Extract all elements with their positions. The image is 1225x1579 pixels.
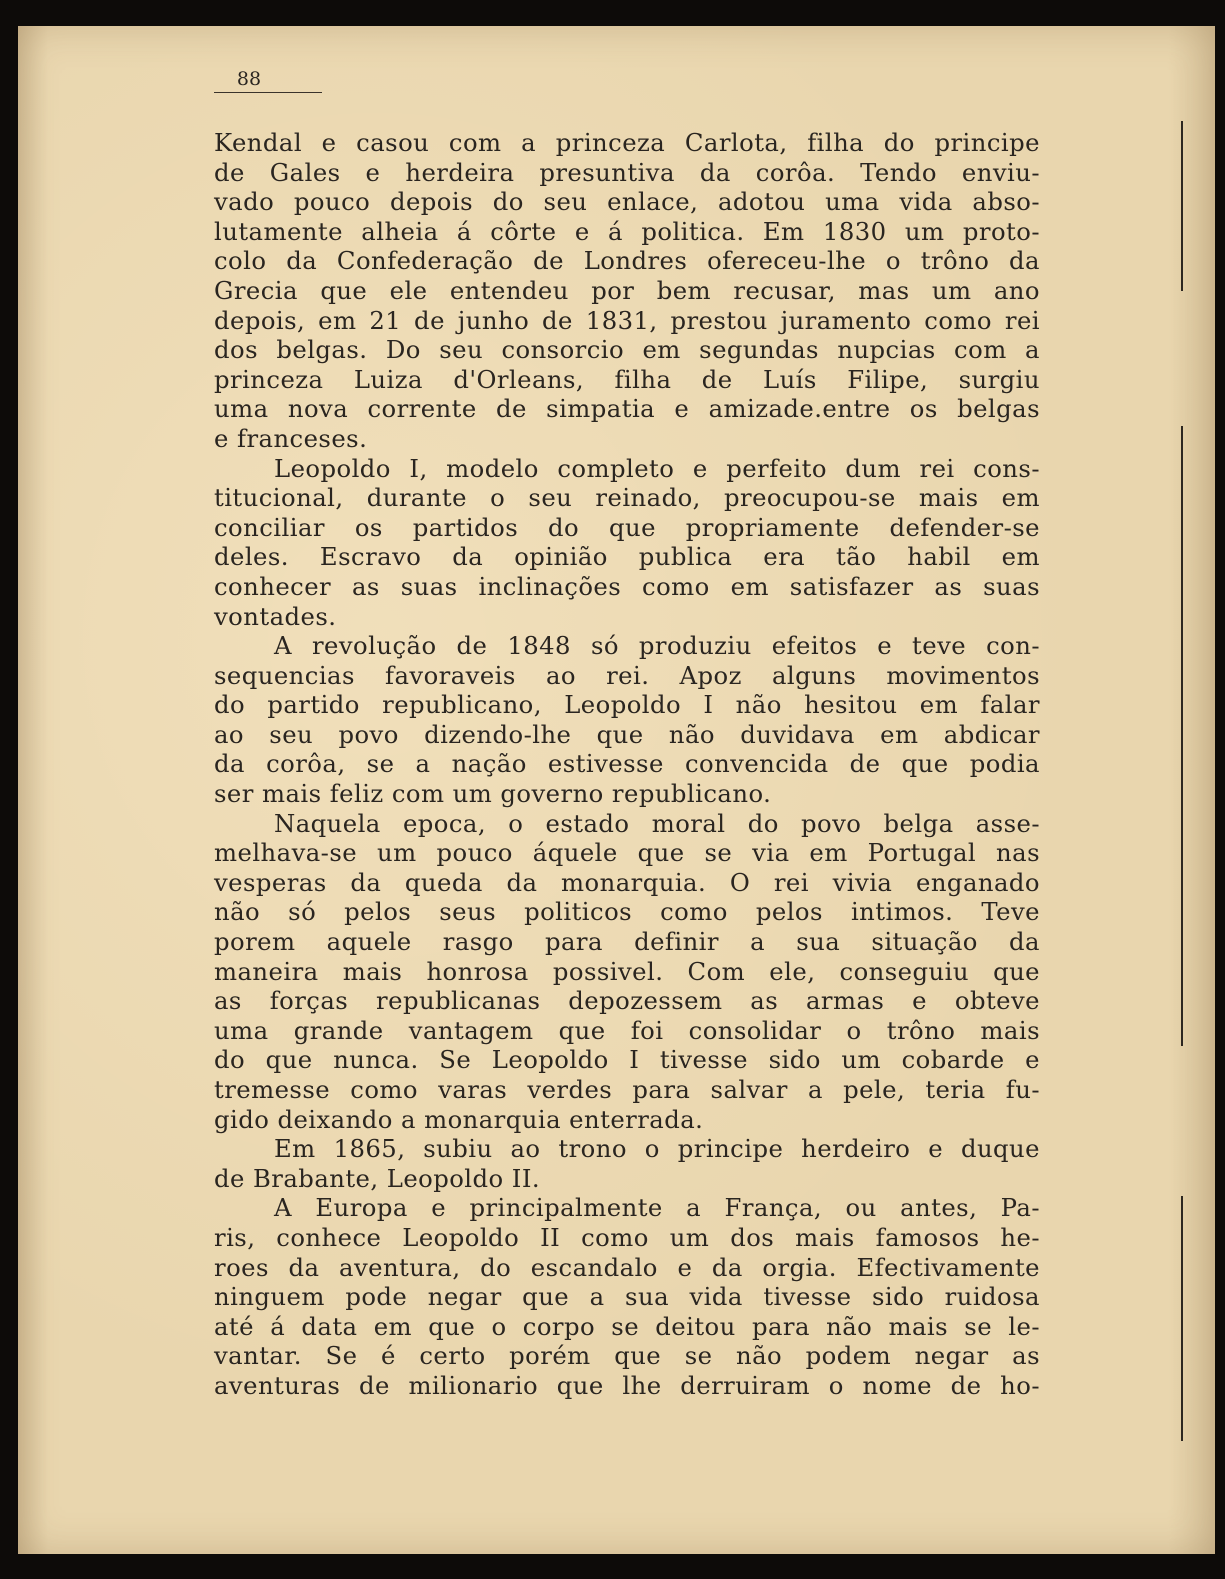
text-line: ao seu povo dizendo-lhe que não duvidava em abdicar <box>214 719 1040 749</box>
text-line: de Gales e herdeira presuntiva da corôa. Tendo enviu- <box>214 157 1040 187</box>
page-header <box>214 68 326 93</box>
paragraph-start: Leopoldo I, modelo completo e perfeito dum rei cons- <box>274 453 1040 483</box>
text-line: sequencias favoraveis ao rei. Apoz alguns movimentos <box>214 660 1040 690</box>
text-line: vado pouco depois do seu enlace, adotou uma vida abso- <box>214 187 1040 217</box>
text-line: maneira mais honrosa possivel. Com ele, conseguiu que <box>214 956 1040 986</box>
paragraph-start: Naquela epoca, o estado moral do povo belga asse- <box>274 808 1040 838</box>
text-line: gido deixando a monarquia enterrada. <box>214 1104 704 1134</box>
text-line: ser mais feliz com um governo republicano. <box>214 779 772 809</box>
text-line: uma nova corrente de simpatia e amizade.entre os belgas <box>214 394 1040 424</box>
page-number: 88 <box>236 68 262 90</box>
margin-pencil-mark-top <box>1181 121 1183 291</box>
text-line: tremesse como varas verdes para salvar a pele, teria fu- <box>214 1075 1040 1104</box>
text-line: e franceses. <box>214 423 368 453</box>
text-line: depois, em 21 de junho de 1831, prestou juramento como rei <box>214 305 1040 335</box>
text-line: deles. Escravo da opinião publica era tão habil em <box>214 542 1040 572</box>
paragraph-start: A revolução de 1848 só produziu efeitos e teve con- <box>274 631 1040 661</box>
text-line: melhava-se um pouco áquele que se via em Portugal nas <box>214 838 1040 868</box>
text-line: aventuras de milionario que lhe derruiram o nome de ho- <box>214 1370 1040 1400</box>
text-line: do que nunca. Se Leopoldo I tivesse sido um cobarde e <box>214 1045 1040 1075</box>
text-line: dos belgas. Do seu consorcio em segundas nupcias com a <box>214 335 1040 365</box>
paragraph-start: Em 1865, subiu ao trono o principe herdeiro e duque <box>274 1134 1040 1164</box>
text-line: vontades. <box>214 601 337 631</box>
text-line: vantar. Se é certo porém que se não podem negar as <box>214 1341 1040 1371</box>
text-line: conciliar os partidos do que propriamente defender-se <box>214 512 1040 542</box>
text-line: não só pelos seus politicos como pelos intimos. Teve <box>214 897 1040 927</box>
text-line: da corôa, se a nação estivesse convencida de que podia <box>214 749 1040 779</box>
header-rule <box>214 92 322 93</box>
text-line: conhecer as suas inclinações como em satisfazer as suas <box>214 571 1040 601</box>
text-line: ris, conhece Leopoldo II como um dos mais famosos he- <box>214 1222 1040 1252</box>
text-line: Grecia que ele entendeu por bem recusar, mas um ano <box>214 275 1040 305</box>
body-text <box>214 128 1040 1401</box>
text-line: porem aquele rasgo para definir a sua situação da <box>214 927 1040 957</box>
text-line: as forças republicanas depozessem as armas e obteve <box>214 986 1040 1016</box>
text-line: titucional, durante o seu reinado, preocupou-se mais em <box>214 483 1040 513</box>
margin-pencil-mark-bottom <box>1181 1196 1183 1441</box>
text-line: lutamente alheia á côrte e á politica. Em 1830 um proto- <box>214 216 1040 246</box>
paragraph-start: A Europa e principalmente a França, ou antes, Pa- <box>274 1193 1040 1223</box>
text-line: ninguem pode negar que a sua vida tivesse sido ruidosa <box>214 1282 1040 1312</box>
margin-pencil-mark-middle <box>1181 426 1183 1046</box>
text-line: de Brabante, Leopoldo II. <box>214 1163 541 1193</box>
text-line: vesperas da queda da monarquia. O rei vivia enganado <box>214 867 1040 897</box>
text-line: roes da aventura, do escandalo e da orgia. Efectivamente <box>214 1252 1040 1282</box>
text-line: colo da Confederação de Londres ofereceu-lhe o trôno da <box>214 246 1040 276</box>
text-line: Kendal e casou com a princeza Carlota, filha do principe <box>214 128 1040 157</box>
text-line: uma grande vantagem que foi consolidar o trôno mais <box>214 1015 1040 1045</box>
text-line: do partido republicano, Leopoldo I não hesitou em falar <box>214 690 1040 720</box>
text-line: princeza Luiza d'Orleans, filha de Luís Filipe, surgiu <box>214 364 1040 394</box>
text-line: até á data em que o corpo se deitou para não mais se le- <box>214 1311 1040 1341</box>
